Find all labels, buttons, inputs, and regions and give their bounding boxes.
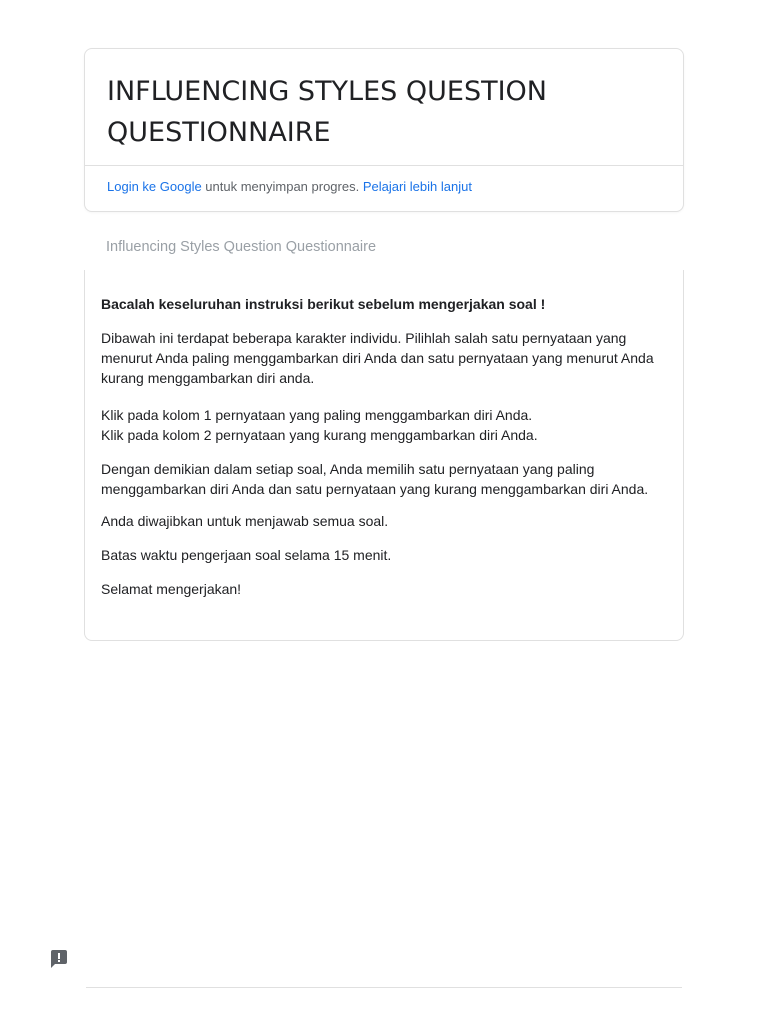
- footer-divider: [86, 987, 682, 988]
- instructions-column-2-line: Klik pada kolom 2 pernyataan yang kurang menggambarkan diri Anda.: [101, 427, 538, 443]
- instructions-paragraph-3: Dengan demikian dalam setiap soal, Anda memilih satu pernyataan yang paling menggambarkan diri Anda dan satu pernyataan yang kurang menggambarkan diri Anda.: [101, 461, 649, 497]
- form-title: INFLUENCING STYLES QUESTION QUESTIONNAIRE: [107, 76, 547, 148]
- instructions-paragraph-6: Selamat mengerjakan!: [101, 581, 242, 597]
- instructions-paragraph-1: Dibawah ini terdapat beberapa karakter individu. Pilihlah salah satu pernyataan yang menurut Anda paling menggambarkan diri Anda dan satu pernyataan yang menurut Anda kurang menggambarkan diri anda.: [101, 330, 654, 386]
- section-label: Influencing Styles Question Questionnaire: [106, 239, 377, 255]
- login-notice: [107, 178, 472, 196]
- instructions-paragraph-4: Anda diwajibkan untuk menjawab semua soal.: [101, 513, 389, 529]
- form-header-card: [84, 48, 684, 212]
- instructions-column-1-line: Klik pada kolom 1 pernyataan yang paling menggambarkan diri Anda.: [101, 407, 533, 423]
- feedback-icon-graphic: [49, 949, 69, 969]
- feedback-icon[interactable]: [49, 949, 69, 969]
- instructions-paragraph-5: Batas waktu pengerjaan soal selama 15 menit.: [101, 547, 392, 563]
- login-notice-text: untuk menyimpan progres.: [201, 179, 363, 194]
- instructions-card: [84, 270, 684, 641]
- header-divider: [85, 165, 683, 166]
- instructions-heading: Bacalah keseluruhan instruksi berikut sebelum mengerjakan soal !: [101, 296, 546, 312]
- login-google-link[interactable]: Login ke Google: [107, 179, 202, 194]
- learn-more-link[interactable]: Pelajari lebih lanjut: [362, 179, 472, 194]
